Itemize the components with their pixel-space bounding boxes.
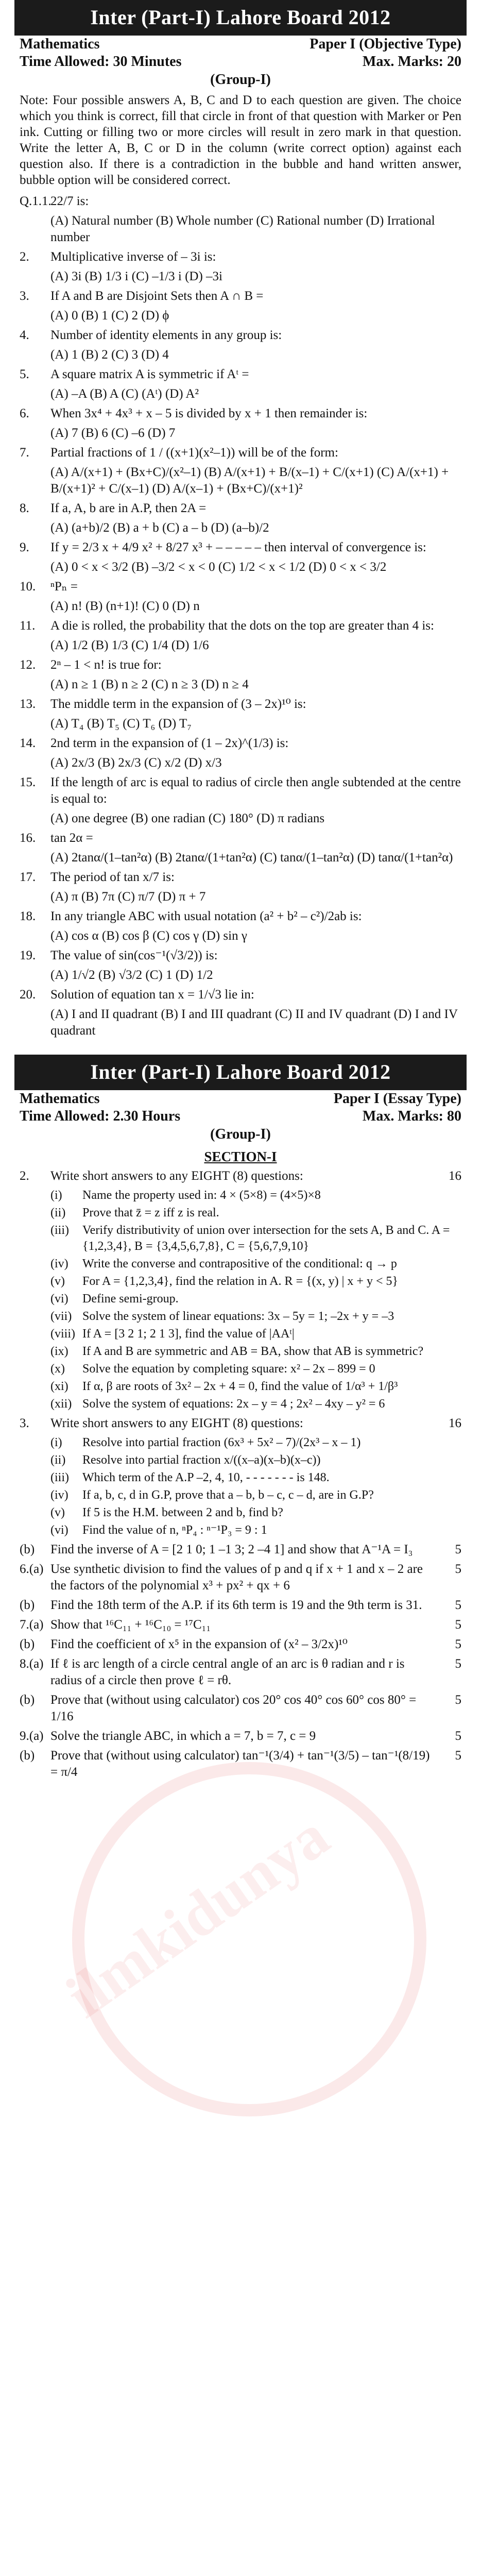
question-number: (b) <box>20 1693 35 1707</box>
paper2-subject: Mathematics <box>20 1091 100 1107</box>
question-marks: 5 <box>455 1729 461 1743</box>
question-3-items <box>20 1435 461 1538</box>
long-question <box>20 1617 461 1633</box>
question-text: Number of identity elements in any group is: <box>50 328 282 342</box>
mcq-question <box>20 618 461 634</box>
question-marks: 16 <box>449 1416 461 1430</box>
sub-question-number: (iv) <box>50 1257 68 1270</box>
paper1-banner: Inter (Part-I) Lahore Board 2012 <box>14 0 467 36</box>
question-marks: 5 <box>455 1637 461 1651</box>
question-number: 7.(a) <box>20 1618 44 1632</box>
mcq-options: (A) π (B) 7π (C) π/7 (D) π + 7 <box>50 890 206 904</box>
question-number: Q.1.1. <box>20 194 51 208</box>
sub-question <box>50 1435 461 1451</box>
sub-question-number: (xii) <box>50 1397 72 1411</box>
paper2-group: (Group-I) <box>210 1126 271 1142</box>
question-number: 6. <box>20 406 29 420</box>
sub-question <box>50 1326 461 1342</box>
sub-question <box>50 1309 461 1325</box>
sub-question <box>50 1505 461 1521</box>
sub-question <box>50 1223 461 1255</box>
sub-question-number: (vi) <box>50 1523 68 1537</box>
question-number: 20. <box>20 988 36 1002</box>
question-text: ⁿPₙ = <box>50 580 78 594</box>
watermark-seal <box>72 1762 426 2116</box>
mcq-question <box>20 774 461 807</box>
question-number: 19. <box>20 948 36 962</box>
mcq-options: (A) –A (B) A (C) (Aᵗ) (D) A² <box>50 387 199 401</box>
mcq-question <box>20 987 461 1003</box>
question-text: Find the 18th term of the A.P. if its 6th term is 19 and the 9th term is 31. <box>50 1598 422 1612</box>
question-number: 7. <box>20 446 29 460</box>
mcq-question <box>20 869 461 886</box>
sub-question-text: Prove that z̄ = z iff z is real. <box>82 1206 219 1219</box>
watermark-text: ilmkidunya <box>54 1801 341 2031</box>
question-marks: 5 <box>455 1693 461 1707</box>
sub-question-text: If α, β are roots of 3x² – 2x + 4 = 0, find the value of 1/α³ + 1/β³ <box>82 1380 398 1393</box>
sub-question-number: (iii) <box>50 1224 69 1237</box>
question-text: Partial fractions of 1 / ((x+1)(x²–1)) will be of the form: <box>50 446 338 460</box>
question-marks: 5 <box>455 1562 461 1576</box>
sub-question-number: (i) <box>50 1189 62 1202</box>
sub-question-text: Name the property used in: 4 × (5×8) = (4×5)×8 <box>82 1189 321 1202</box>
question-3 <box>20 1415 461 1432</box>
question-number: 6.(a) <box>20 1562 44 1576</box>
question-text: A die is rolled, the probability that the dots on the top are greater than 4 is: <box>50 619 434 633</box>
mcq-options: (A) 0 (B) 1 (C) 2 (D) ϕ <box>50 309 169 323</box>
sub-question <box>50 1361 461 1377</box>
long-question <box>20 1656 461 1689</box>
paper1-marks: Max. Marks: 20 <box>362 54 461 70</box>
question-marks: 5 <box>455 1657 461 1671</box>
long-question <box>20 1748 461 1781</box>
sub-question <box>50 1256 461 1272</box>
mcq-question <box>20 696 461 713</box>
question-text: Write short answers to any EIGHT (8) questions: <box>50 1416 303 1430</box>
question-text: If ℓ is arc length of a circle central angle of an arc is θ radian and r is radius of a circle then prove ℓ = rθ. <box>50 1657 405 1687</box>
long-question <box>20 1541 461 1558</box>
sub-question-text: Verify distributivity of union over intersection for the sets A, B and C. A = {1,2,3,4}, B = {3,4,5,6,7,8}, C = {5,6,7,9,10} <box>82 1224 450 1253</box>
mcq-question <box>20 405 461 422</box>
question-text: If y = 2/3 x + 4/9 x² + 8/27 x³ + – – – – – then interval of convergence is: <box>50 540 426 554</box>
mcq-options: (A) 1/√2 (B) √3/2 (C) 1 (D) 1/2 <box>50 968 213 982</box>
sub-question <box>50 1522 461 1538</box>
sub-question-number: (ii) <box>50 1453 66 1467</box>
sub-question-text: If A = [3 2 1; 2 1 3], find the value of |AAᵗ| <box>82 1327 295 1341</box>
question-text: Solve the triangle ABC, in which a = 7, b = 7, c = 9 <box>50 1729 316 1743</box>
sub-question <box>50 1396 461 1412</box>
sub-question-number: (v) <box>50 1275 65 1288</box>
question-number: 8. <box>20 501 29 515</box>
question-number: (b) <box>20 1749 35 1762</box>
sub-question-text: If 5 is the H.M. between 2 and b, find b? <box>82 1506 283 1519</box>
question-number: 2. <box>20 250 29 264</box>
mcq-options: (A) 3i (B) 1/3 i (C) –1/3 i (D) –3i <box>50 269 222 283</box>
question-text: Find the inverse of A = [2 1 0; 1 –1 3; 2 –4 1] and show that A⁻¹A = I₃ <box>50 1543 413 1556</box>
question-number: 14. <box>20 736 36 750</box>
sub-question-text: For A = {1,2,3,4}, find the relation in A. R = {(x, y) | x + y < 5} <box>82 1275 398 1288</box>
question-text: A square matrix A is symmetric if Aᵗ = <box>50 367 249 381</box>
sub-question-text: Resolve into partial fraction (6x³ + 5x² – 7)/(2x³ – x – 1) <box>82 1436 361 1449</box>
paper1-note: Note: Four possible answers A, B, C and D to each question are given. The choice which you think is correct, fill that circle in front of that question with Marker or Pen ink. Cutting or filling two or more circles will result in zero mark in that question. Write the letter A, B, C or D in the column (write correct option) against each question also. If there is a contradiction in the bubble and hand written answer, bubble option will be considered correct. <box>20 93 461 187</box>
question-text: Prove that (without using calculator) tan⁻¹(3/4) + tan⁻¹(3/5) – tan⁻¹(8/19) = π/4 <box>50 1749 430 1779</box>
question-number: 17. <box>20 870 36 884</box>
mcq-question <box>20 249 461 265</box>
long-question <box>20 1692 461 1725</box>
paper2-header-row1 <box>20 1090 461 1108</box>
question-text: 2nd term in the expansion of (1 – 2x)^(1/3) is: <box>50 736 289 750</box>
long-question <box>20 1561 461 1594</box>
sub-question <box>50 1344 461 1360</box>
mcq-options: (A) 0 < x < 3/2 (B) –3/2 < x < 0 (C) 1/2 < x < 1/2 (D) 0 < x < 3/2 <box>50 560 387 574</box>
paper1-type: Paper I (Objective Type) <box>310 36 461 52</box>
question-2-items <box>20 1188 461 1412</box>
paper2-time: Time Allowed: 2.30 Hours <box>20 1108 181 1124</box>
sub-question <box>50 1274 461 1290</box>
sub-question-number: (i) <box>50 1436 62 1449</box>
question-text: The value of sin(cos⁻¹(√3/2)) is: <box>50 948 218 962</box>
question-marks: 5 <box>455 1749 461 1762</box>
mcq-question <box>20 366 461 383</box>
question-text: If A and B are Disjoint Sets then A ∩ B = <box>50 289 264 303</box>
paper2-header-row2 <box>20 1108 461 1125</box>
mcq-question <box>20 735 461 752</box>
sub-question-text: If a, b, c, d in G.P, prove that a – b, b – c, c – d, are in G.P? <box>82 1488 374 1502</box>
mcq-options: (A) (a+b)/2 (B) a + b (C) a – b (D) (a–b)/2 <box>50 521 269 535</box>
mcq-options: (A) 2x/3 (B) 2x/3 (C) x/2 (D) x/3 <box>50 756 222 770</box>
mcq-question <box>20 539 461 556</box>
mcq-question <box>20 500 461 517</box>
mcq-options: (A) Natural number (B) Whole number (C) Rational number (D) Irrational number <box>50 214 435 244</box>
question-text: In any triangle ABC with usual notation (a² + b² – c²)/2ab is: <box>50 909 362 923</box>
sub-question <box>50 1205 461 1221</box>
question-2 <box>20 1168 461 1184</box>
sub-question-number: (v) <box>50 1506 65 1519</box>
mcq-question <box>20 657 461 673</box>
question-number: 16. <box>20 831 36 845</box>
question-number: 3. <box>20 1416 29 1430</box>
mcq-options: (A) 1 (B) 2 (C) 3 (D) 4 <box>50 348 169 362</box>
question-text: Find the coefficient of x⁵ in the expansion of (x² – 3/2x)¹⁰ <box>50 1637 348 1651</box>
question-text: If a, A, b are in A.P, then 2A = <box>50 501 207 515</box>
sub-question-number: (vii) <box>50 1310 72 1323</box>
question-number: 15. <box>20 775 36 789</box>
long-questions <box>20 1541 461 1781</box>
question-text: Use synthetic division to find the values of p and q if x + 1 and x – 2 are the factors of the polynomial x³ + px² + qx + 6 <box>50 1562 423 1592</box>
mcq-options: (A) n ≥ 1 (B) n ≥ 2 (C) n ≥ 3 (D) n ≥ 4 <box>50 677 249 691</box>
question-number: 12. <box>20 658 36 672</box>
sub-question <box>50 1188 461 1204</box>
mcq-question <box>20 908 461 925</box>
mcq-question <box>20 288 461 304</box>
paper1-header-row2 <box>20 53 461 71</box>
question-text: Prove that (without using calculator) cos 20° cos 40° cos 60° cos 80° = 1/16 <box>50 1693 417 1723</box>
question-text: tan 2α = <box>50 831 93 845</box>
question-text: When 3x⁴ + 4x³ + x – 5 is divided by x + 1 then remainder is: <box>50 406 368 420</box>
question-number: (b) <box>20 1637 35 1651</box>
question-number: 2. <box>20 1169 29 1183</box>
question-number: (b) <box>20 1598 35 1612</box>
question-number: 3. <box>20 289 29 303</box>
question-number: 9.(a) <box>20 1729 44 1743</box>
sub-question-text: Define semi-group. <box>82 1292 179 1306</box>
mcq-question <box>20 947 461 964</box>
long-question <box>20 1597 461 1614</box>
paper1-questions <box>20 193 461 1039</box>
mcq-options: (A) A/(x+1) + (Bx+C)/(x²–1) (B) A/(x+1) + B/(x–1) + C/(x+1) (C) A/(x+1) + B/(x+1)² + C/(x–1) (D) A/(x–1) + (Bx+C)/(x+1)² <box>50 465 449 496</box>
sub-question-text: If A and B are symmetric and AB = BA, show that AB is symmetric? <box>82 1345 424 1358</box>
paper1-group: (Group-I) <box>210 72 271 88</box>
sub-question-number: (iv) <box>50 1488 68 1502</box>
sub-question-text: Find the value of n, ⁿP₄ : ⁿ⁻¹P₃ = 9 : 1 <box>82 1523 267 1537</box>
sub-question-text: Solve the system of equations: 2x – y = 4 ; 2x² – 4xy – y² = 6 <box>82 1397 385 1411</box>
mcq-options: (A) cos α (B) cos β (C) cos γ (D) sin γ <box>50 929 247 943</box>
long-question <box>20 1728 461 1744</box>
paper1-time: Time Allowed: 30 Minutes <box>20 54 182 70</box>
sub-question-number: (ii) <box>50 1206 66 1219</box>
paper1-header-row1 <box>20 36 461 53</box>
mcq-question <box>20 445 461 461</box>
question-text: The period of tan x/7 is: <box>50 870 175 884</box>
mcq-options: (A) one degree (B) one radian (C) 180° (D) π radians <box>50 811 325 825</box>
sub-question <box>50 1487 461 1503</box>
sub-question-text: Which term of the A.P –2, 4, 10, - - - - - - - is 148. <box>82 1471 330 1484</box>
question-number: 13. <box>20 697 36 711</box>
paper1-subject: Mathematics <box>20 36 100 52</box>
long-question <box>20 1636 461 1653</box>
sub-question-number: (x) <box>50 1362 65 1376</box>
question-number: 4. <box>20 328 29 342</box>
question-number: 8.(a) <box>20 1657 44 1671</box>
mcq-question <box>20 830 461 846</box>
mcq-options: (A) n! (B) (n+1)! (C) 0 (D) n <box>50 599 200 613</box>
mcq-question <box>20 327 461 344</box>
question-text: The middle term in the expansion of (3 – 2x)¹⁰ is: <box>50 697 306 711</box>
sub-question-number: (vi) <box>50 1292 68 1306</box>
question-number: (b) <box>20 1543 35 1556</box>
question-marks: 5 <box>455 1598 461 1612</box>
question-text: Multiplicative inverse of – 3i is: <box>50 250 216 264</box>
question-marks: 16 <box>449 1169 461 1183</box>
section-title: SECTION-I <box>204 1149 277 1164</box>
sub-question <box>50 1470 461 1486</box>
mcq-question <box>20 193 461 210</box>
mcq-options: (A) T₄ (B) T₅ (C) T₆ (D) T₇ <box>50 717 192 731</box>
question-number: 10. <box>20 580 36 594</box>
sub-question-number: (viii) <box>50 1327 75 1341</box>
question-number: 18. <box>20 909 36 923</box>
question-text: If the length of arc is equal to radius of circle then angle subtended at the centre is equal to: <box>50 775 461 806</box>
sub-question-number: (xi) <box>50 1380 68 1393</box>
sub-question <box>50 1291 461 1307</box>
mcq-question <box>20 579 461 595</box>
question-number: 9. <box>20 540 29 554</box>
sub-question-number: (ix) <box>50 1345 68 1358</box>
question-marks: 5 <box>455 1618 461 1632</box>
sub-question-text: Solve the system of linear equations: 3x – 5y = 1; –2x + y = –3 <box>82 1310 394 1323</box>
question-marks: 5 <box>455 1543 461 1556</box>
sub-question-number: (iii) <box>50 1471 69 1484</box>
sub-question <box>50 1452 461 1468</box>
question-number: 5. <box>20 367 29 381</box>
question-text: 22/7 is: <box>50 194 89 208</box>
question-text: 2ⁿ – 1 < n! is true for: <box>50 658 162 672</box>
paper2-banner: Inter (Part-I) Lahore Board 2012 <box>14 1055 467 1090</box>
question-text: Show that ¹⁶C₁₁ + ¹⁶C₁₀ = ¹⁷C₁₁ <box>50 1618 211 1632</box>
mcq-options: (A) 7 (B) 6 (C) –6 (D) 7 <box>50 426 176 440</box>
question-text: Solution of equation tan x = 1/√3 lie in: <box>50 988 254 1002</box>
mcq-options: (A) 2tanα/(1–tan²α) (B) 2tanα/(1+tan²α) (C) tanα/(1–tan²α) (D) tanα/(1+tan²α) <box>50 851 453 865</box>
paper2-type: Paper I (Essay Type) <box>333 1091 461 1107</box>
sub-question <box>50 1379 461 1395</box>
question-text: Write short answers to any EIGHT (8) questions: <box>50 1169 303 1183</box>
mcq-options: (A) I and II quadrant (B) I and III quadrant (C) II and IV quadrant (D) I and IV quadrant <box>50 1007 458 1038</box>
paper2-marks: Max. Marks: 80 <box>362 1108 461 1124</box>
mcq-options: (A) 1/2 (B) 1/3 (C) 1/4 (D) 1/6 <box>50 638 209 652</box>
question-number: 11. <box>20 619 36 633</box>
sub-question-text: Solve the equation by completing square: x² – 2x – 899 = 0 <box>82 1362 375 1376</box>
sub-question-text: Write the converse and contrapositive of the conditional: q → p <box>82 1257 397 1270</box>
sub-question-text: Resolve into partial fraction x/((x–a)(x–b)(x–c)) <box>82 1453 321 1467</box>
